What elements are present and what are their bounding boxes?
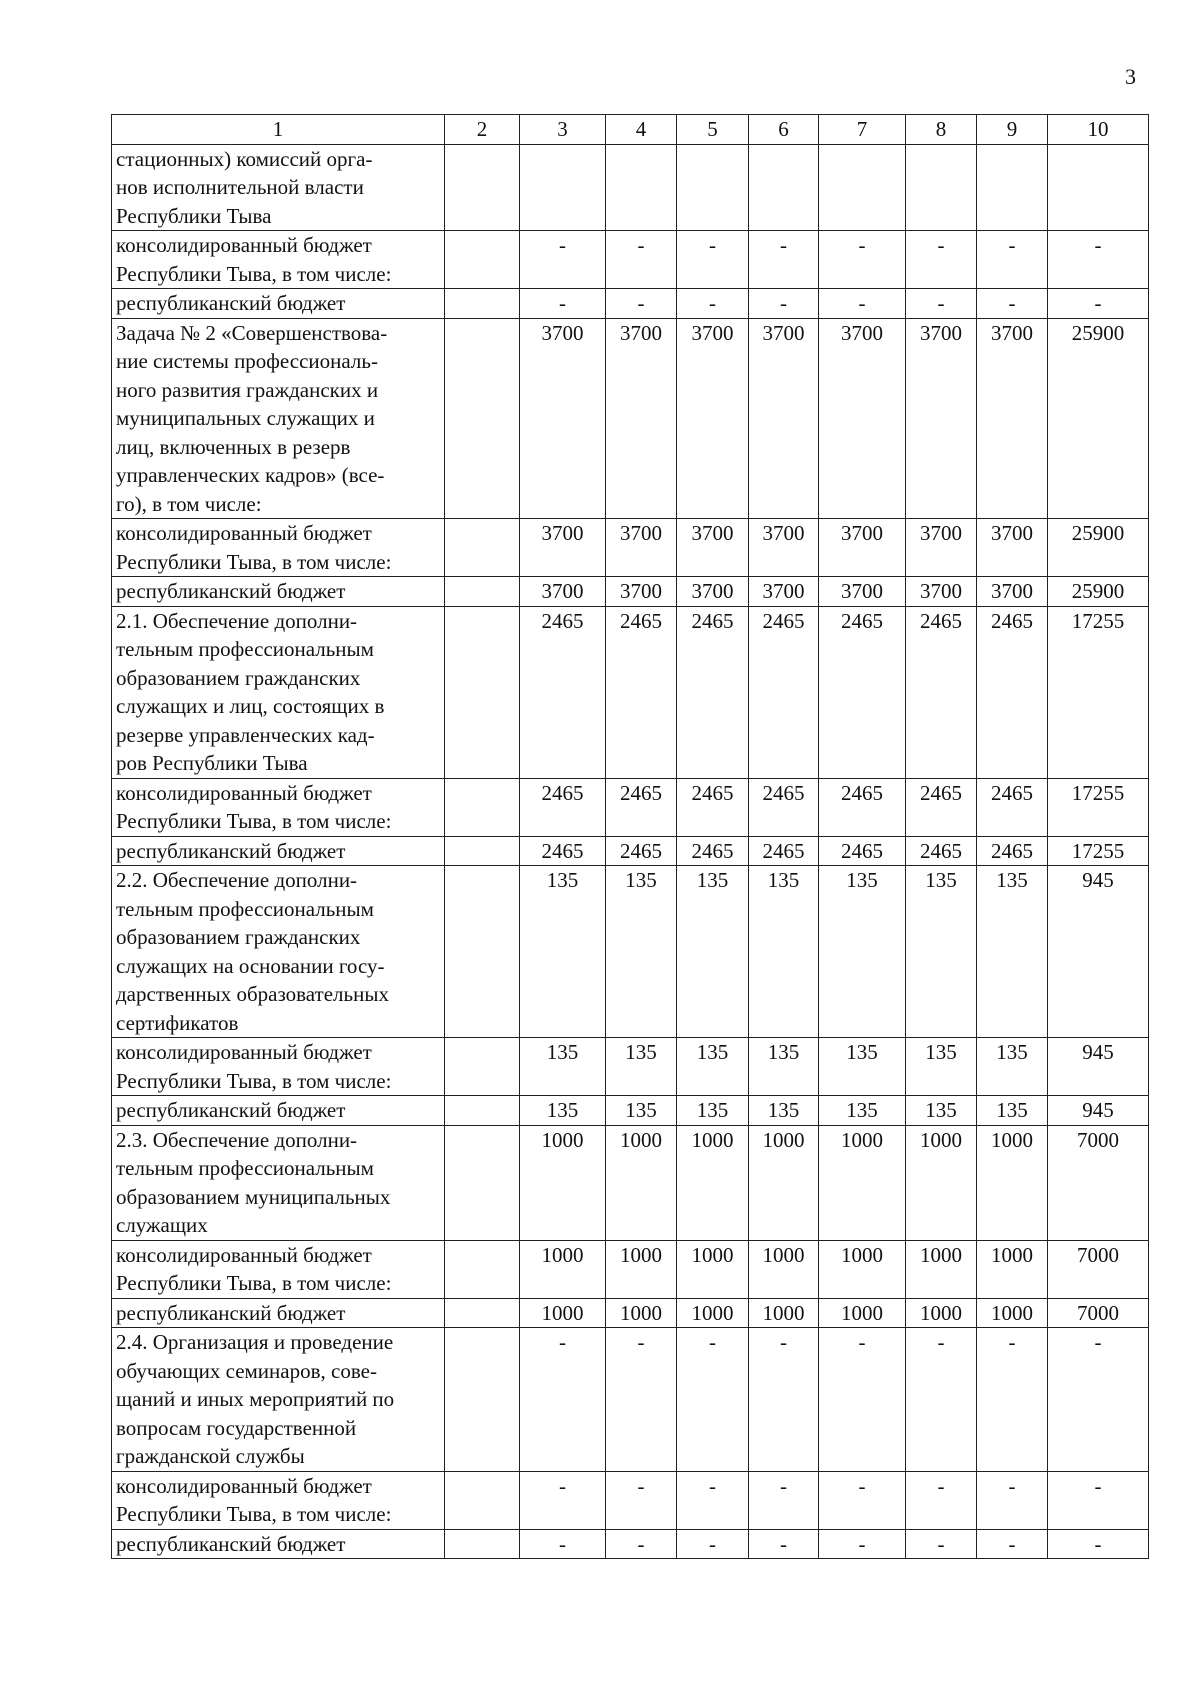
- value-cell: 135: [819, 866, 906, 1038]
- value-cell: 3700: [677, 577, 749, 607]
- value-cell: -: [1048, 1471, 1149, 1529]
- value-cell: 1000: [606, 1125, 677, 1240]
- table-row: [112, 1471, 1149, 1529]
- row-label: республиканский бюджет: [112, 836, 445, 866]
- table-row: [112, 778, 1149, 836]
- value-cell: -: [749, 1328, 819, 1472]
- value-cell: 135: [749, 1096, 819, 1126]
- value-cell: 3700: [819, 318, 906, 519]
- value-cell: 1000: [819, 1240, 906, 1298]
- value-cell: -: [977, 1529, 1048, 1559]
- value-cell: 945: [1048, 1038, 1149, 1096]
- value-cell: 1000: [606, 1240, 677, 1298]
- value-cell: 135: [977, 1038, 1048, 1096]
- table-row: [112, 866, 1149, 1038]
- value-cell: 135: [906, 866, 977, 1038]
- value-cell: 1000: [749, 1125, 819, 1240]
- value-cell: 135: [677, 1038, 749, 1096]
- budget-table: [111, 114, 1149, 1559]
- value-cell: 2465: [819, 778, 906, 836]
- table-row: [112, 289, 1149, 319]
- value-cell: -: [749, 1529, 819, 1559]
- value-cell: 1000: [977, 1125, 1048, 1240]
- value-cell: 945: [1048, 1096, 1149, 1126]
- value-cell: -: [606, 231, 677, 289]
- value-cell: -: [520, 1529, 606, 1559]
- value-cell: 2465: [520, 778, 606, 836]
- value-cell: 17255: [1048, 778, 1149, 836]
- row-label: консолидированный бюджет Республики Тыва, в том числе:: [112, 1038, 445, 1096]
- value-cell: 1000: [906, 1125, 977, 1240]
- value-cell: 945: [1048, 866, 1149, 1038]
- value-cell: -: [977, 1471, 1048, 1529]
- value-cell: 3700: [606, 318, 677, 519]
- value-cell: 135: [977, 866, 1048, 1038]
- value-cell: -: [677, 289, 749, 319]
- value-cell: 3700: [749, 318, 819, 519]
- value-cell: 135: [520, 866, 606, 1038]
- row-label: стационных) комиссий орга- нов исполнительной власти Республики Тыва: [112, 144, 445, 231]
- table-row: [112, 1038, 1149, 1096]
- column-header: 3: [520, 115, 606, 145]
- value-cell: -: [819, 1471, 906, 1529]
- value-cell: 2465: [520, 606, 606, 778]
- value-cell: -: [819, 289, 906, 319]
- value-cell: 3700: [520, 318, 606, 519]
- value-cell: 3700: [677, 519, 749, 577]
- column-header: 1: [112, 115, 445, 145]
- value-cell: 1000: [677, 1125, 749, 1240]
- value-cell: 2465: [606, 836, 677, 866]
- row-label: консолидированный бюджет Республики Тыва, в том числе:: [112, 231, 445, 289]
- table-row: [112, 1328, 1149, 1472]
- value-cell: 25900: [1048, 519, 1149, 577]
- value-cell: [445, 519, 520, 577]
- value-cell: [445, 778, 520, 836]
- value-cell: 3700: [819, 577, 906, 607]
- row-label: консолидированный бюджет Республики Тыва, в том числе:: [112, 519, 445, 577]
- value-cell: 1000: [819, 1125, 906, 1240]
- value-cell: [819, 144, 906, 231]
- value-cell: [1048, 144, 1149, 231]
- column-header: 7: [819, 115, 906, 145]
- value-cell: 2465: [906, 778, 977, 836]
- value-cell: -: [520, 1328, 606, 1472]
- value-cell: -: [819, 1328, 906, 1472]
- value-cell: -: [1048, 231, 1149, 289]
- table-row: [112, 144, 1149, 231]
- value-cell: 2465: [677, 836, 749, 866]
- value-cell: [445, 144, 520, 231]
- column-header: 2: [445, 115, 520, 145]
- value-cell: 1000: [677, 1298, 749, 1328]
- value-cell: 7000: [1048, 1298, 1149, 1328]
- value-cell: [445, 1240, 520, 1298]
- value-cell: 135: [677, 866, 749, 1038]
- value-cell: -: [906, 231, 977, 289]
- value-cell: 2465: [677, 606, 749, 778]
- table-row: [112, 1240, 1149, 1298]
- value-cell: 135: [606, 866, 677, 1038]
- value-cell: 135: [520, 1096, 606, 1126]
- value-cell: -: [606, 1529, 677, 1559]
- value-cell: 135: [677, 1096, 749, 1126]
- row-label: республиканский бюджет: [112, 289, 445, 319]
- column-header: 5: [677, 115, 749, 145]
- value-cell: -: [677, 1529, 749, 1559]
- value-cell: -: [677, 231, 749, 289]
- table-row: [112, 1529, 1149, 1559]
- value-cell: [445, 836, 520, 866]
- row-label: консолидированный бюджет Республики Тыва, в том числе:: [112, 1471, 445, 1529]
- value-cell: 3700: [819, 519, 906, 577]
- value-cell: -: [906, 1471, 977, 1529]
- column-header: 6: [749, 115, 819, 145]
- table-row: [112, 318, 1149, 519]
- column-header: 10: [1048, 115, 1149, 145]
- value-cell: -: [906, 1328, 977, 1472]
- value-cell: -: [677, 1471, 749, 1529]
- value-cell: -: [906, 289, 977, 319]
- value-cell: -: [977, 1328, 1048, 1472]
- value-cell: 135: [819, 1038, 906, 1096]
- value-cell: 25900: [1048, 318, 1149, 519]
- value-cell: 2465: [749, 606, 819, 778]
- value-cell: [445, 318, 520, 519]
- table-row: [112, 1096, 1149, 1126]
- value-cell: 1000: [520, 1298, 606, 1328]
- row-label: 2.3. Обеспечение дополни- тельным профессиональным образованием муниципальных служащих: [112, 1125, 445, 1240]
- row-label: республиканский бюджет: [112, 1529, 445, 1559]
- value-cell: [977, 144, 1048, 231]
- value-cell: 135: [906, 1096, 977, 1126]
- value-cell: -: [906, 1529, 977, 1559]
- value-cell: [445, 577, 520, 607]
- row-label: республиканский бюджет: [112, 1096, 445, 1126]
- row-label: 2.1. Обеспечение дополни- тельным профессиональным образованием гражданских служащих и лиц, состоящих в резерве управленческих кад- ров Республики Тыва: [112, 606, 445, 778]
- value-cell: 25900: [1048, 577, 1149, 607]
- value-cell: [606, 144, 677, 231]
- value-cell: -: [1048, 289, 1149, 319]
- row-label: республиканский бюджет: [112, 1298, 445, 1328]
- value-cell: 2465: [749, 778, 819, 836]
- value-cell: [445, 866, 520, 1038]
- value-cell: 135: [906, 1038, 977, 1096]
- value-cell: 1000: [520, 1125, 606, 1240]
- value-cell: [445, 1125, 520, 1240]
- value-cell: 1000: [520, 1240, 606, 1298]
- value-cell: -: [677, 1328, 749, 1472]
- table-row: [112, 231, 1149, 289]
- value-cell: 2465: [749, 836, 819, 866]
- value-cell: [445, 1096, 520, 1126]
- value-cell: -: [606, 1328, 677, 1472]
- value-cell: 3700: [520, 577, 606, 607]
- table-row: [112, 606, 1149, 778]
- value-cell: [677, 144, 749, 231]
- value-cell: 135: [520, 1038, 606, 1096]
- value-cell: 2465: [677, 778, 749, 836]
- value-cell: [445, 1529, 520, 1559]
- value-cell: 1000: [749, 1240, 819, 1298]
- value-cell: 2465: [606, 778, 677, 836]
- value-cell: [445, 1038, 520, 1096]
- value-cell: 1000: [906, 1298, 977, 1328]
- value-cell: 3700: [977, 318, 1048, 519]
- value-cell: -: [819, 231, 906, 289]
- value-cell: 3700: [906, 577, 977, 607]
- value-cell: -: [749, 1471, 819, 1529]
- value-cell: 2465: [606, 606, 677, 778]
- value-cell: 135: [606, 1038, 677, 1096]
- table-row: [112, 1298, 1149, 1328]
- value-cell: 2465: [977, 606, 1048, 778]
- table-row: [112, 836, 1149, 866]
- value-cell: 2465: [520, 836, 606, 866]
- value-cell: 135: [977, 1096, 1048, 1126]
- value-cell: 1000: [977, 1298, 1048, 1328]
- value-cell: [520, 144, 606, 231]
- value-cell: -: [520, 231, 606, 289]
- value-cell: 2465: [906, 836, 977, 866]
- value-cell: [445, 1298, 520, 1328]
- row-label: 2.4. Организация и проведение обучающих семинаров, сове- щаний и иных мероприятий по вопросам государственной гражданской службы: [112, 1328, 445, 1472]
- value-cell: 3700: [906, 519, 977, 577]
- value-cell: [445, 1328, 520, 1472]
- value-cell: 1000: [606, 1298, 677, 1328]
- value-cell: 3700: [749, 519, 819, 577]
- page-number: 3: [1125, 64, 1136, 89]
- value-cell: 7000: [1048, 1240, 1149, 1298]
- value-cell: 1000: [749, 1298, 819, 1328]
- value-cell: 135: [749, 866, 819, 1038]
- column-header: 8: [906, 115, 977, 145]
- row-label: Задача № 2 «Совершенствова- ние системы профессиональ- ного развития гражданских и муниципальных служащих и лиц, включенных в резерв управленческих кадров» (все- го), в том числе:: [112, 318, 445, 519]
- value-cell: 3700: [606, 577, 677, 607]
- value-cell: 1000: [677, 1240, 749, 1298]
- value-cell: 2465: [977, 778, 1048, 836]
- row-label: консолидированный бюджет Республики Тыва, в том числе:: [112, 778, 445, 836]
- value-cell: -: [749, 231, 819, 289]
- value-cell: 1000: [906, 1240, 977, 1298]
- row-label: 2.2. Обеспечение дополни- тельным профессиональным образованием гражданских служащих на основании госу- дарственных образовательных сертификатов: [112, 866, 445, 1038]
- row-label: консолидированный бюджет Республики Тыва, в том числе:: [112, 1240, 445, 1298]
- table-header-row: [112, 115, 1149, 145]
- value-cell: 2465: [906, 606, 977, 778]
- value-cell: 3700: [606, 519, 677, 577]
- value-cell: 17255: [1048, 836, 1149, 866]
- value-cell: -: [749, 289, 819, 319]
- column-header: 9: [977, 115, 1048, 145]
- value-cell: -: [977, 289, 1048, 319]
- table-row: [112, 1125, 1149, 1240]
- value-cell: [445, 289, 520, 319]
- value-cell: 2465: [819, 606, 906, 778]
- value-cell: [445, 231, 520, 289]
- table-row: [112, 519, 1149, 577]
- value-cell: -: [819, 1529, 906, 1559]
- value-cell: -: [977, 231, 1048, 289]
- value-cell: 7000: [1048, 1125, 1149, 1240]
- value-cell: -: [520, 1471, 606, 1529]
- value-cell: 135: [606, 1096, 677, 1126]
- value-cell: 3700: [749, 577, 819, 607]
- value-cell: 1000: [819, 1298, 906, 1328]
- value-cell: 3700: [977, 519, 1048, 577]
- row-label: республиканский бюджет: [112, 577, 445, 607]
- value-cell: -: [520, 289, 606, 319]
- value-cell: 2465: [977, 836, 1048, 866]
- table-row: [112, 577, 1149, 607]
- value-cell: 17255: [1048, 606, 1149, 778]
- value-cell: -: [606, 289, 677, 319]
- column-header: 4: [606, 115, 677, 145]
- value-cell: 3700: [906, 318, 977, 519]
- value-cell: [445, 606, 520, 778]
- value-cell: -: [1048, 1529, 1149, 1559]
- value-cell: 3700: [977, 577, 1048, 607]
- value-cell: -: [1048, 1328, 1149, 1472]
- value-cell: 1000: [977, 1240, 1048, 1298]
- value-cell: 135: [819, 1096, 906, 1126]
- value-cell: 135: [749, 1038, 819, 1096]
- value-cell: 2465: [819, 836, 906, 866]
- value-cell: -: [606, 1471, 677, 1529]
- value-cell: [906, 144, 977, 231]
- value-cell: [445, 1471, 520, 1529]
- value-cell: [749, 144, 819, 231]
- value-cell: 3700: [520, 519, 606, 577]
- value-cell: 3700: [677, 318, 749, 519]
